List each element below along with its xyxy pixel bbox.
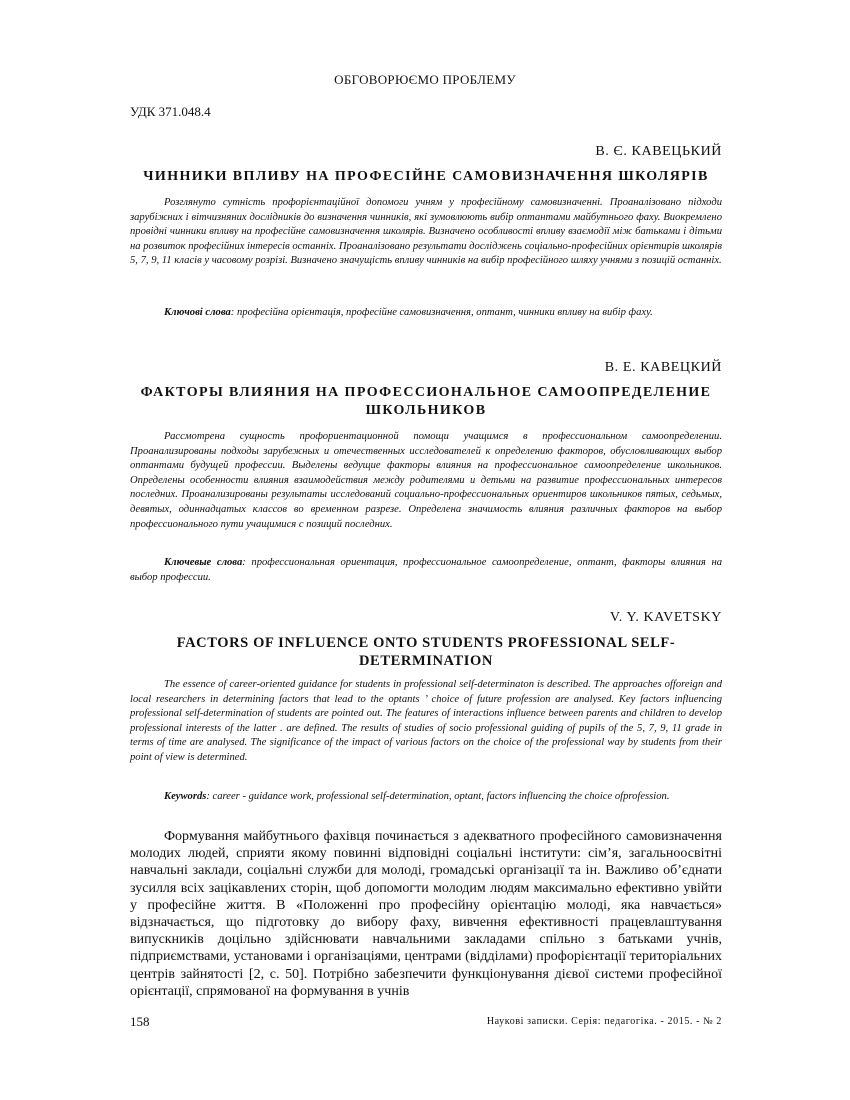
title-russian: ФАКТОРЫ ВЛИЯНИЯ НА ПРОФЕССИОНАЛЬНОЕ САМООПРЕДЕЛЕНИЕ ШКОЛЬНИКОВ — [140, 385, 712, 418]
keywords-text-russian: : профессиональная ориентация, профессиональное самоопределение, оптант, факторы влияния на выбор профессии. — [130, 557, 722, 583]
keywords-english — [130, 790, 722, 805]
keywords-text-english: : career - guidance work, professional self-determination, optant, factors influencing the choice ofprofession. — [206, 791, 670, 802]
title-english: FACTORS OF INFLUENCE ONTO STUDENTS PROFESSIONAL SELF-DETERMINATION — [176, 635, 676, 669]
keywords-text-ukrainian: : професійна орієнтація, професійне самовизначення, оптант, чинники впливу на вибір фаху. — [230, 307, 653, 318]
abstract-ukrainian: Розглянуто сутність профорієнтаційної допомоги учням у професійному самовизначенні. Проаналізовано підходи зарубіжних і вітчизняних дослідників до визначення чинників, які зумовлюють вибір оптантами майбутнього фаху. Виокремлено провідні чинники впливу на професійне самовизначення школярів. Визначено особливості впливу взаємодії між батьками і дітьми на розвиток професійних інтересів останніх. Проаналізовано результати досліджень соціально-професійних орієнтирів школярів 5, 7, 9, 11 класів у часовому розрізі. Визначено значущість впливу чинників на вибір професійного шляху учнями з позицій останніх. — [130, 197, 723, 267]
keywords-label-russian: Ключевые слова — [164, 557, 243, 568]
author-russian: В. Е. КАВЕЦКИЙ — [604, 360, 722, 375]
page-number: 158 — [130, 1014, 150, 1029]
author-english: V. Y. KAVETSKY — [609, 610, 722, 625]
title-ukrainian: ЧИННИКИ ВПЛИВУ НА ПРОФЕСІЙНЕ САМОВИЗНАЧЕННЯ ШКОЛЯРІВ — [143, 169, 709, 184]
keywords-label-ukrainian: Ключові слова — [164, 307, 231, 318]
udk-code: УДК 371.048.4 — [130, 104, 211, 119]
keywords-label-english: Keywords — [164, 791, 207, 802]
body-paragraph: Формування майбутнього фахівця починається з адекватного професійного самовизначення молодих людей, сприяти якому повинні відповідні соціальні інститути: сім’я, загальноосвітні навчальні заклади, соціальні служби для молоді, громадські організації та ін. Важливо об’єднати зусилля всіх зацікавлених сторін, щоб допомогти молодим людям максимально ефективно увійти у професійне життя. В «Положенні про професійну орієнтацію молоді, яка навчається» відзначається, що підготовку до вибору фаху, вивчення ефективності працевлаштування випускників доцільно здійснювати навчальними закладами спільно з батьками учнів, підприємствами, установами і організаціями, центрами (відділами) профорієнтації територіальних центрів зайнятості [2, с. 50]. Потрібно забезпечити функціонування дієвої системи професійної орієнтації, спрямованої на формування в учнів — [130, 829, 722, 999]
abstract-russian: Рассмотрена сущность профориентационной помощи учащимся в профессиональном самоопределении. Проанализированы подходы зарубежных и отечественных исследователей к определению факторов, обусловливающих выбор оптантами будущей профессии. Выделены ведущие факторы влияния на профессиональное самоопределение школьников. Определены особенности влияния взаимодействия между родителями и детьми на развитие профессиональных интересов последних. Проанализированы результаты исследований социально-профессиональных ориентиров школьников пятых, седьмых, девятых, одиннадцатых классов во временном разрезе. Определена значимость влияния различных факторов на выбор профессионального пути учащимися с позиций последних. — [130, 431, 722, 530]
author-ukrainian: В. Є. КАВЕЦЬКИЙ — [595, 144, 722, 159]
keywords-russian — [130, 556, 722, 585]
abstract-english: The essence of career-oriented guidance for students in professional self-determinaton is described. The approaches offoreign and local researchers in determining factors that lead to the optants ’ choice of future profession are analysed. Key factors influencing professional self-determination of students are pointed out. The features of interactions influence between parents and children to develop professional interests of the latter . are defined. The results of studies of socio professional guiding of pupils of the 5, 7, 9, 11 grade in terms of time are analysed. The significance of the impact of various factors on the choice of the professional way by students from their point of view is determined. — [130, 679, 722, 763]
keywords-ukrainian — [130, 306, 722, 321]
journal-reference: Наукові записки. Серія: педагогіка. - 2015. - № 2 — [486, 1016, 722, 1027]
section-header: ОБГОВОРЮЄМО ПРОБЛЕМУ — [334, 72, 516, 87]
